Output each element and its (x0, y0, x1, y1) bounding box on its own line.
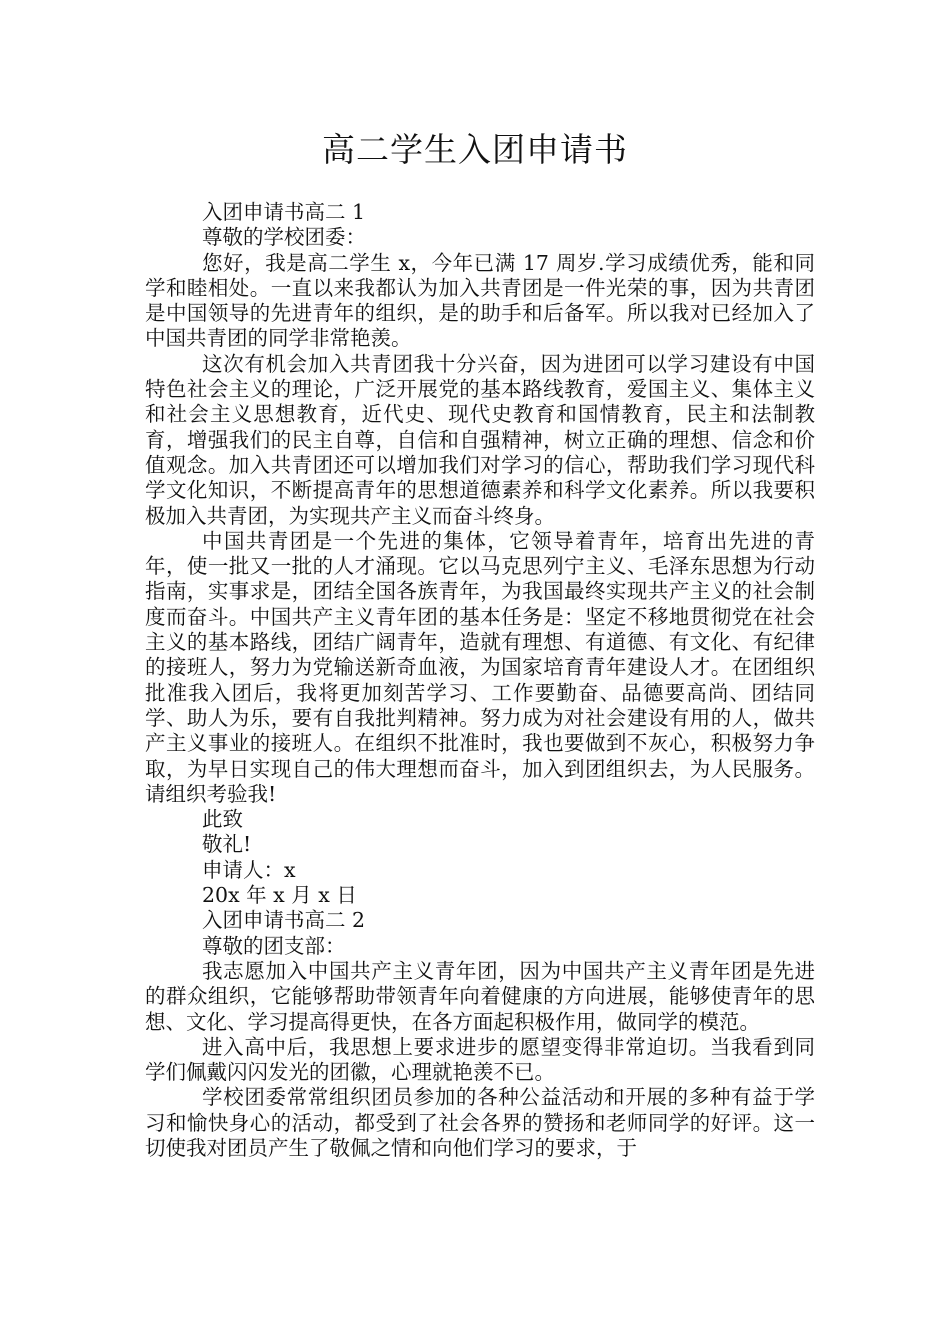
body-paragraph: 学校团委常常组织团员参加的各种公益活动和开展的多种有益于学习和愉快身心的活动，都受到了社会各界的赞扬和老师同学的好评。这一切使我对团员产生了敬佩之情和向他们学习的要求，于 (145, 1085, 815, 1160)
closing-line: 敬礼! (202, 832, 252, 857)
body-paragraph: 您好，我是高二学生 x，今年已满 17 周岁.学习成绩优秀，能和同学和睦相处。一直以来我都认为加入共青团是一件光荣的事，因为共青团是中国领导的先进青年的组织，是的助手和后备军。所以我对已经加入了中国共青团的同学非常艳羡。 (145, 250, 815, 351)
salutation-2: 尊敬的团支部： (202, 933, 346, 958)
body-paragraph: 我志愿加入中国共产主义青年团，因为中国共产主义青年团是先进的群众组织，它能够帮助带领青年向着健康的方向进展，能够使青年的思想、文化、学习提高得更快，在各方面起积极作用，做同学的模范。 (145, 958, 815, 1034)
applicant-line: 申请人：x (202, 857, 296, 882)
closing-line: 此致 (202, 807, 243, 832)
body-paragraph: 进入高中后，我思想上要求进步的愿望变得非常迫切。当我看到同学们佩戴闪闪发光的团徽，心理就艳羡不已。 (145, 1034, 815, 1085)
body-paragraph: 中国共青团是一个先进的集体，它领导着青年，培育出先进的青年，使一批又一批的人才涌现。它以马克思列宁主义、毛泽东思想为行动指南，实事求是，团结全国各族青年，为我国最终实现共产主义的社会制度而奋斗。中国共产主义青年团的基本任务是：坚定不移地贯彻党在社会主义的基本路线，团结广阔青年，造就有理想、有道德、有文化、有纪律的接班人，努力为党输送新奇血液，为国家培育青年建设人才。在团组织批准我入团后，我将更加刻苦学习、工作要勤奋、品德要高尚、团结同学、助人为乐，要有自我批判精神。努力成为对社会建设有用的人，做共产主义事业的接班人。在组织不批准时，我也要做到不灰心，积极努力争取，为早日实现自己的伟大理想而奋斗，加入到团组织去，为人民服务。请组织考验我! (145, 528, 815, 806)
section-heading-1: 入团申请书高二 1 (202, 200, 366, 224)
body-paragraph: 这次有机会加入共青团我十分兴奋，因为进团可以学习建设有中国特色社会主义的理论，广泛开展党的基本路线教育，爱国主义、集体主义和社会主义思想教育，近代史、现代史教育和国情教育，民主和法制教育，增强我们的民主自尊，自信和自强精神，树立正确的理想、信念和价值观念。加入共青团还可以增加我们对学习的信心，帮助我们学习现代科学文化知识，不断提高青年的思想道德素养和科学文化素养。所以我要积极加入共青团，为实现共产主义而奋斗终身。 (145, 351, 815, 528)
document-body (145, 200, 815, 1161)
section-heading-2: 入团申请书高二 2 (202, 908, 366, 933)
document-title: 高二学生入团申请书 (322, 130, 628, 169)
date-line: 20x 年 x 月 x 日 (202, 883, 357, 908)
salutation-1: 尊敬的学校团委： (202, 225, 366, 250)
